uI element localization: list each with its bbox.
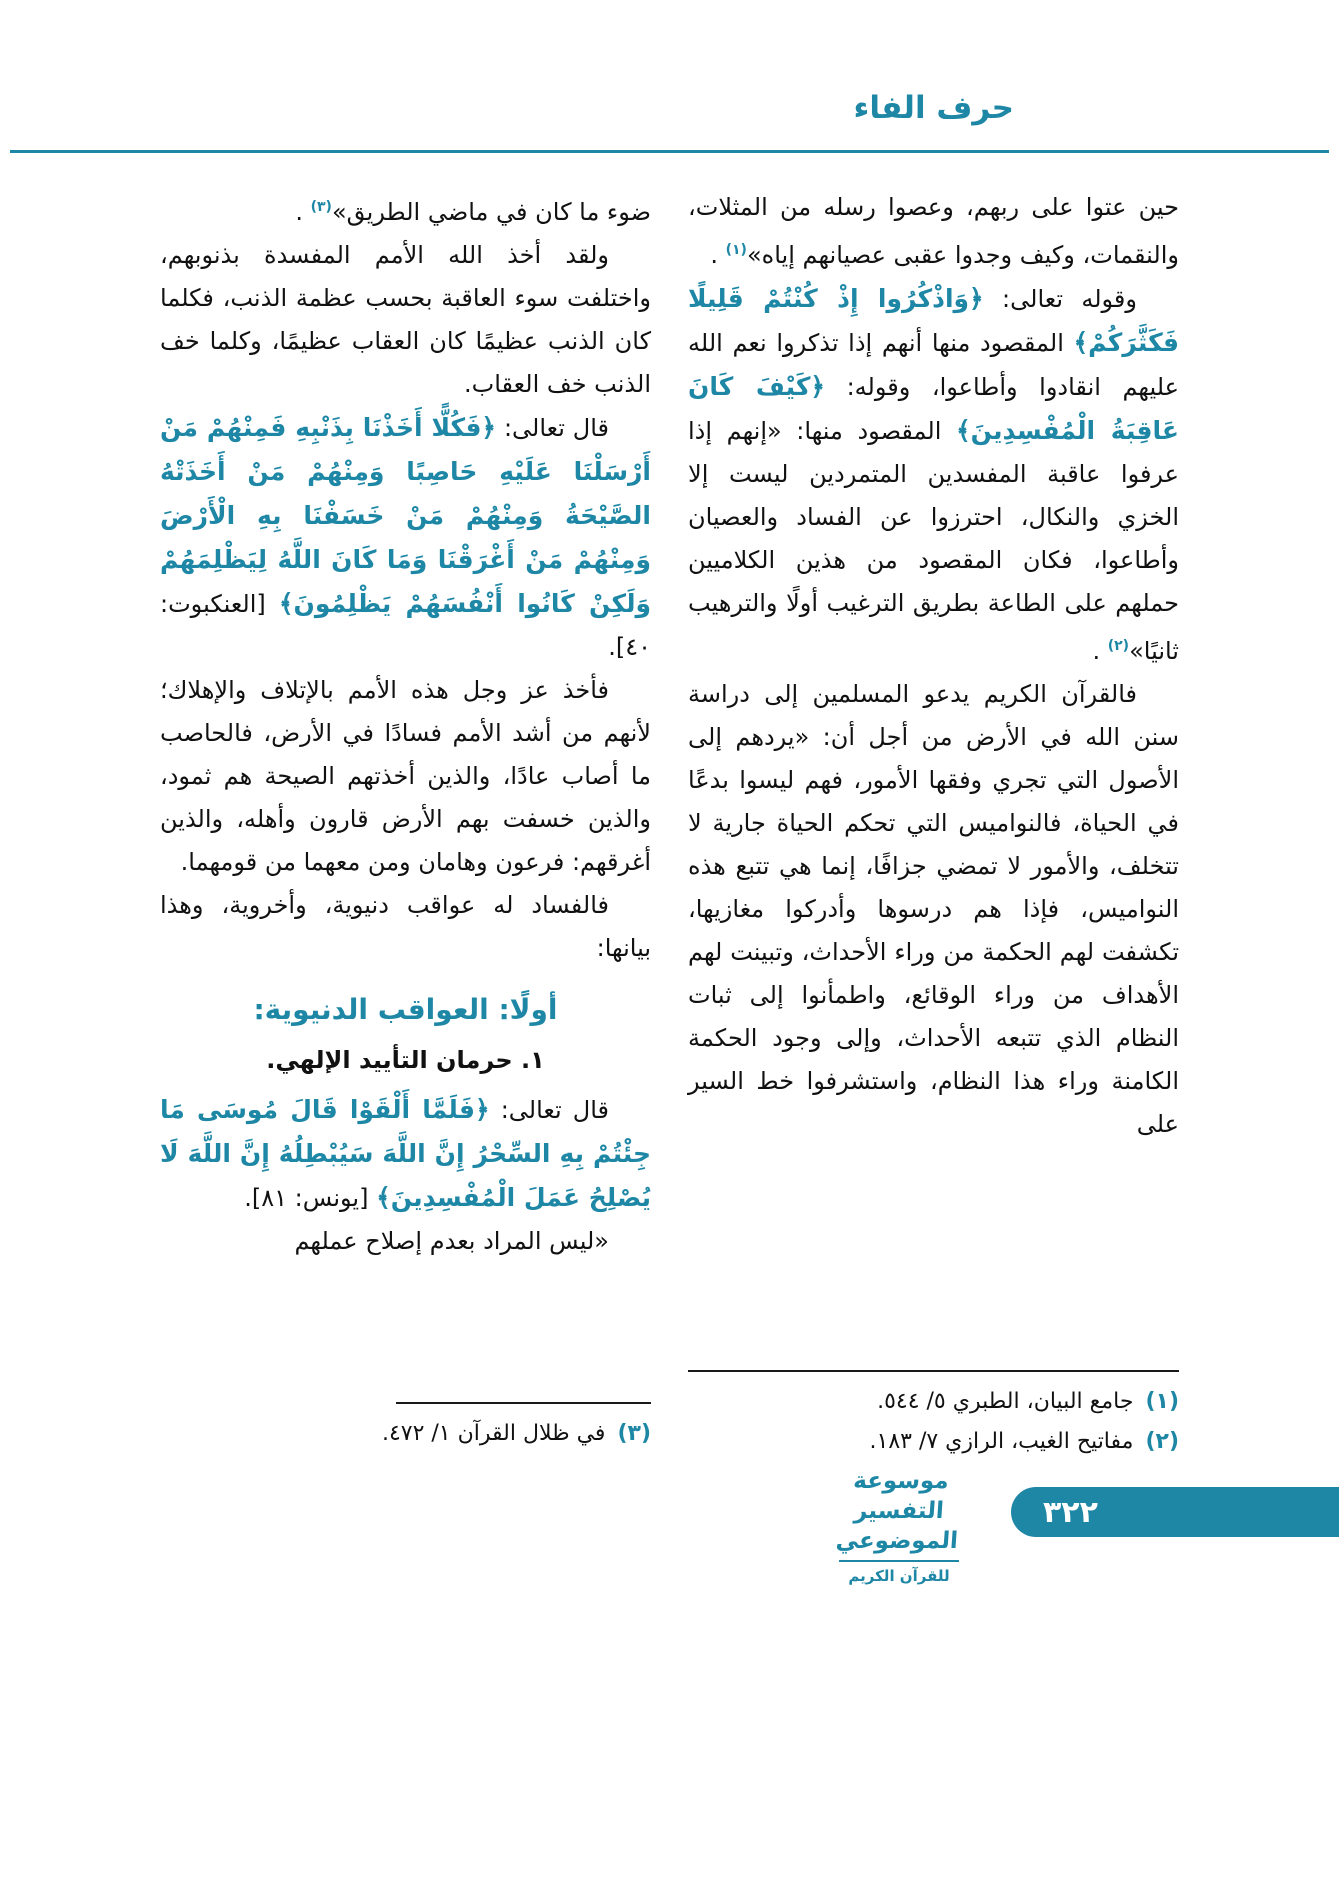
paragraph [160,406,651,669]
text-run: [يونس: ٨١]. [244,1184,377,1212]
footnote-list-right [688,1382,1179,1462]
footnotes-right [688,1370,1179,1462]
paragraph [160,234,651,406]
quran-verse: ﴿فَلَمَّا أَلْقَوْا قَالَ مُوسَى مَا جِئْتُمْ بِهِ السِّحْرُ إِنَّ اللَّهَ سَيُبْطِلُهُ إِنَّ اللَّهَ لَا يُصْلِحُ عَمَلَ الْمُفْسِدِينَ﴾ [160,1095,651,1212]
text-run: ضوء ما كان في ماضي الطريق» [331,198,651,226]
text-run: ولقد أخذ الله الأمم المفسدة بذنوبهم، واختلفت سوء العاقبة بحسب عظمة الذنب، فكلما كان الذنب عظيمًا كان العقاب عظيمًا، وكلما خف الذنب خف العقاب. [160,241,651,398]
footnote [688,1382,1179,1422]
footnotes-left [160,1402,651,1454]
footnote-ref: (١) [725,242,747,258]
paragraph [160,884,651,970]
column-left [160,186,651,1263]
paragraph [160,186,651,234]
section-heading [160,988,651,1031]
paragraph [160,1088,651,1220]
quran-verse: ﴿فَكُلًّا أَخَذْنَا بِذَنْبِهِ فَمِنْهُمْ مَنْ أَرْسَلْنَا عَلَيْهِ حَاصِبًا وَمِنْهُمْ مَنْ أَخَذَتْهُ الصَّيْحَةُ وَمِنْهُمْ مَنْ خَسَفْنَا بِهِ الْأَرْضَ وَمِنْهُمْ مَنْ أَغْرَقْنَا وَمَا كَانَ اللَّهُ لِيَظْلِمَهُمْ وَلَكِنْ كَانُوا أَنْفُسَهُمْ يَظْلِمُونَ﴾ [160,413,651,618]
page-number: ٣٢٢ [1043,1494,1098,1530]
footnote-ref: (٣) [310,199,332,215]
text-run: المقصود منها أنهم إذا تذكروا نعم الله عليهم انقادوا وأطاعوا، وقوله: [688,329,1179,401]
page-content [160,186,1179,1263]
footnote-text: جامع البيان، الطبري ٥/ ٥٤٤. [877,1389,1134,1414]
paragraph [688,186,1179,277]
text-run: وقوله تعالى: [983,285,1137,313]
logo-divider [839,1560,959,1562]
footnote-number: (٢) [1145,1429,1179,1454]
footnote-list-left [160,1414,651,1454]
footnote-text: في ظلال القرآن ١/ ٤٧٢. [381,1421,606,1446]
text-run: فالفساد له عواقب دنيوية، وأخروية، وهذا بيانها: [160,891,651,962]
logo-subtitle: للقرآن الكريم [848,1567,950,1585]
paragraph [688,673,1179,1146]
text-run: . [1092,637,1108,665]
text-run: «ليس المراد بعدم إصلاح عملهم [294,1227,609,1255]
text-run: . [295,198,311,226]
footnote-number: (١) [1145,1389,1179,1414]
text-run: ١. حرمان التأييد الإلهي. [266,1046,545,1074]
text-run: قال تعالى: [489,1096,609,1124]
text-run: أولًا: العواقب الدنيوية: [253,993,558,1026]
paragraph [160,669,651,884]
footnote-divider-right [688,1370,1179,1372]
logo-title: موسوعة التفسير الموضوعي [834,1468,959,1554]
column-right [688,186,1179,1146]
footnote-divider-left [396,1402,651,1404]
text-run: [العنكبوت: ٤٠]. [160,590,651,661]
text-run: حين عتوا على ربهم، وعصوا رسله من المثلات، والنقمات، وكيف وجدوا عقبى عصيانهم إياه» [688,193,1179,269]
text-run: فالقرآن الكريم يدعو المسلمين إلى دراسة سنن الله في الأرض من أجل أن: «يردهم إلى الأصول التي تجري وفقها الأمور، فهم ليسوا بدعًا في الحياة، فالنواميس التي تحكم الحياة جارية لا تتخلف، والأمور لا تمضي جزافًا، إنما هي تتبع هذه النواميس، فإذا هم درسوها وأدركوا مغازيها، تكشفت لهم الحكمة من وراء الأحداث، وتبينت لهم الأهداف من وراء الوقائع، واطمأنوا إلى ثبات النظام الذي تتبعه الأحداث، وإلى وجود الحكمة الكامنة وراء هذا النظام، واستشرفوا خط السير على [688,680,1179,1138]
footnote-ref: (٢) [1107,638,1130,654]
text-run: المقصود منها: «إنهم إذا عرفوا عاقبة المفسدين المتمردين ليست إلا الخزي والنكال، احترزوا عن الفساد والعصيان وأطاعوا، فكان المقصود من هذين الكلاميين حملهم على الطاعة بطريق الترغيب أولًا والترهيب ثانيًا» [688,417,1179,665]
text-run: . [710,241,726,269]
publisher-logo [809,1466,989,1586]
paragraph [160,1220,651,1263]
footnote [688,1422,1179,1462]
subsection-title [160,1039,651,1082]
quran-verse: ﴿كَيْفَ كَانَ عَاقِبَةُ الْمُفْسِدِينَ﴾ [688,372,1179,445]
chapter-header: حرف الفاء [853,90,1014,126]
footnote-number: (٣) [617,1421,651,1446]
footnote [160,1414,651,1454]
paragraph [688,277,1179,673]
quran-verse: ﴿وَاذْكُرُوا إِذْ كُنْتُمْ قَلِيلًا فَكَثَّرَكُمْ﴾ [688,284,1179,357]
footnote-text: مفاتيح الغيب، الرازي ٧/ ١٨٣. [869,1429,1134,1454]
header-divider [10,150,1329,153]
page-number-badge [1011,1487,1339,1537]
text-run: فأخذ عز وجل هذه الأمم بالإتلاف والإهلاك؛ لأنهم من أشد الأمم فسادًا في الأرض، فالحاصب ما أصاب عادًا، والذين أخذتهم الصيحة هم ثمود، والذين خسفت بهم الأرض قارون وأهله، والذين أغرقهم: فرعون وهامان ومن معهما من قومهما. [160,676,651,876]
text-run: قال تعالى: [496,414,610,442]
